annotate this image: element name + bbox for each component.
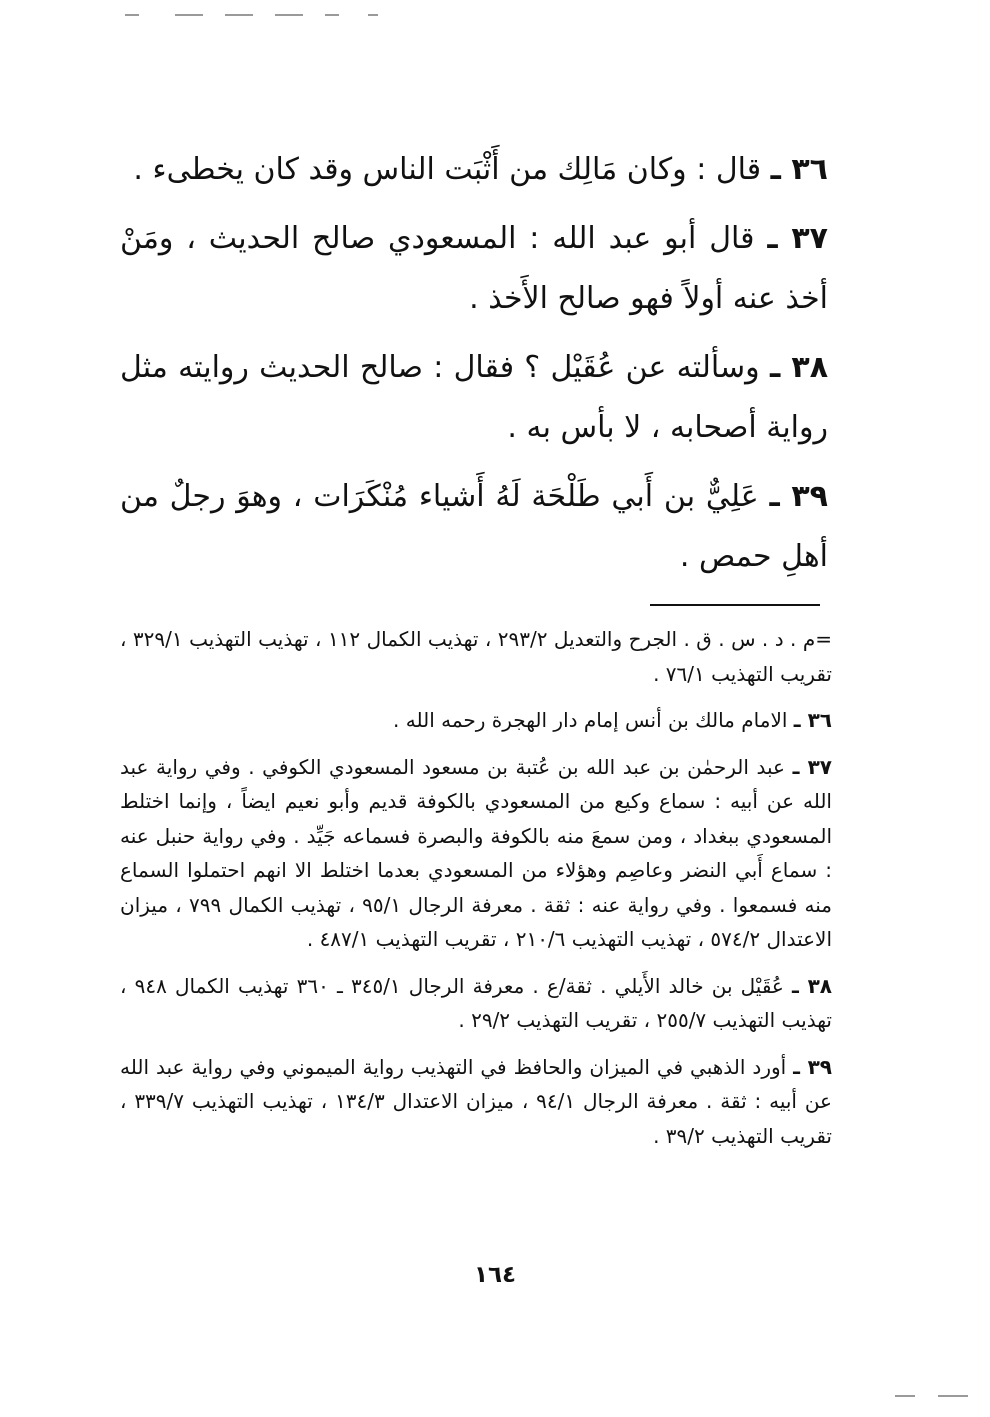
footnote-text: عبد الرحمٰن بن عبد الله بن عُتبة بن مسعود المسعودي الكوفي . وفي رواية عبد الله عن أبيه : سماع وكيع من المسعودي بالكوفة قديم وأبو نعيم ايضاً ، وإنما اختلط المسعودي ببغداد ، ومن سمعَ منه بالكوفة والبصرة فسماعه جَيِّد . وفي رواية حنبل عنه : سماع أَبي النضر وعاصِم وهؤلاء من المسعودي بعدما اختلط الا انهم احتملوا السماع منه فسمعوا . وفي رواية عنه : ثقة . معرفة الرجال ٩٥/١ ، تهذيب الكمال ٧٩٩ ، ميزان الاعتدال ٥٧٤/٢ ، تهذيب التهذيب ٢١٠/٦ ، تقريب التهذيب ٤٨٧/١ . <box>120 754 833 951</box>
footnote-text: =م . د . س . ق . الجرح والتعديل ٢٩٣/٢ ، تهذيب الكمال ١١٢ ، تهذيب التهذيب ٣٢٩/١ ، تقريب التهذيب ٧٦/١ . <box>120 627 832 686</box>
scan-mark <box>895 1395 915 1397</box>
paragraph-number: ٣٧ ـ <box>767 221 828 256</box>
footnote-37 <box>120 750 832 957</box>
paragraph-text: عَلِيٌّ بن أَبي طَلْحَة لَهُ أَشياء مُنْكَرَات ، وهوَ رجلٌ من أهلِ حمص . <box>120 479 828 574</box>
paragraph-text: قال : وكان مَالِك من أَثْبَت الناس وقد كان يخطىء . <box>133 152 762 187</box>
scan-mark <box>275 14 303 16</box>
footnote-number: ٣٦ ـ <box>793 708 832 732</box>
footnotes <box>120 622 832 1165</box>
paragraph-number: ٣٨ ـ <box>769 350 829 385</box>
paragraph-number: ٣٦ ـ <box>770 152 828 187</box>
scan-mark <box>175 14 203 16</box>
footnote-number: ٣٧ ـ <box>792 754 832 779</box>
footnote-number: ٣٩ ـ <box>793 1054 832 1079</box>
scan-mark <box>325 14 339 16</box>
scan-mark <box>125 14 139 16</box>
main-paragraph-36 <box>120 140 828 200</box>
page-number: ١٦٤ <box>473 1262 517 1288</box>
footnote-continued <box>120 622 832 691</box>
main-text <box>120 140 828 596</box>
footnote-number: ٣٨ ـ <box>792 973 833 998</box>
footnote-text: عُقَيْل بن خالد الأَيلي . ثقة/ع . معرفة الرجال ٣٤٥/١ ـ ٣٦٠ تهذيب الكمال ٩٤٨ ، تهذيب التهذيب ٢٥٥/٧ ، تقريب التهذيب ٢٩/٢ . <box>120 973 832 1032</box>
footnote-text: أورد الذهبي في الميزان والحافظ في التهذيب رواية الميموني وفي رواية عبد الله عن أبيه : ثقة . معرفة الرجال ٩٤/١ ، ميزان الاعتدال ١٣٤/٣ ، تهذيب التهذيب ٣٣٩/٧ ، تقريب التهذيب ٣٩/٢ . <box>120 1054 832 1148</box>
footnote-39 <box>120 1050 832 1154</box>
scan-mark <box>368 14 378 16</box>
footnote-separator <box>650 604 820 606</box>
scan-mark <box>938 1395 968 1397</box>
footnote-36 <box>120 703 832 738</box>
footnote-38 <box>120 969 832 1038</box>
paragraph-number: ٣٩ ـ <box>769 479 828 514</box>
main-paragraph-38 <box>120 338 828 458</box>
scan-mark <box>225 14 253 16</box>
paragraph-text: قال أبو عبد الله : المسعودي صالح الحديث ، ومَنْ أخذ عنه أولاً فهو صالح الأَخذ . <box>120 221 828 316</box>
footnote-text: الامام مالك بن أنس إمام دار الهجرة رحمه الله . <box>393 708 788 732</box>
main-paragraph-37 <box>120 209 828 329</box>
main-paragraph-39 <box>120 467 828 587</box>
paragraph-text: وسألته عن عُقَيْل ؟ فقال : صالح الحديث روايته مثل رواية أصحابه ، لا بأس به . <box>120 350 828 445</box>
